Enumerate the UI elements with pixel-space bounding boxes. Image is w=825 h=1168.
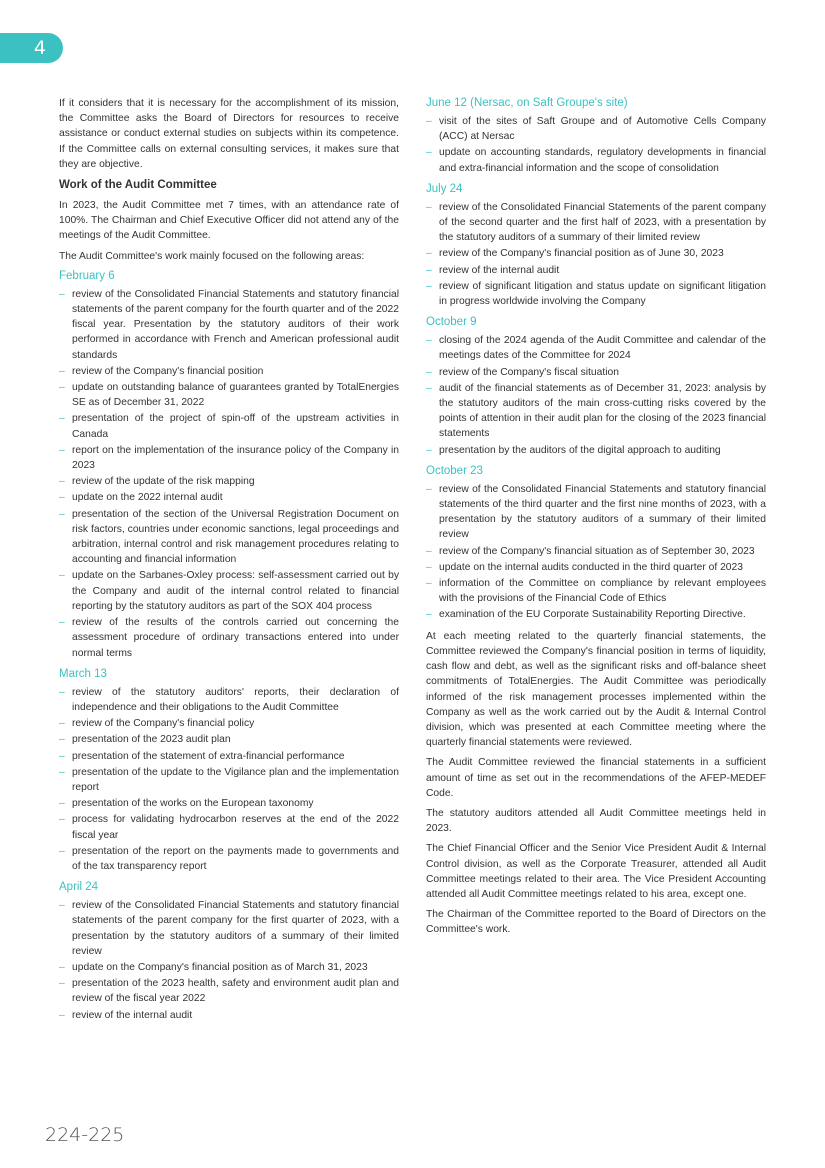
meeting-date-jul-24: July 24 [426, 182, 463, 195]
list-item: – presentation of the works on the European taxonomy [59, 796, 399, 811]
list-item: – review of the internal audit [59, 1008, 399, 1023]
list-item: – presentation of the 2023 audit plan [59, 732, 399, 747]
list-item: – review of the results of the controls carried out concerning the assessment procedure of ordinary transactions entered into under normal terms [59, 615, 399, 661]
chapter-tab: 4 [0, 33, 63, 63]
meeting-items-jun-12 [426, 114, 766, 176]
list-item: – review of the Company's financial position as of June 30, 2023 [426, 246, 766, 261]
list-item: – closing of the 2024 agenda of the Audit Committee and calendar of the meetings dates of the Committee for 2024 [426, 333, 766, 363]
meeting-items-oct-23 [426, 482, 766, 623]
meeting-items-oct-9 [426, 333, 766, 458]
list-item: – presentation of the statement of extra-financial performance [59, 749, 399, 764]
list-item: – report on the implementation of the insurance policy of the Company in 2023 [59, 443, 399, 473]
list-item: – review of the Consolidated Financial Statements and statutory financial statements of the parent company for the first quarter of 2023, with a presentation by the statutory auditors of a summary of their limited review [59, 898, 399, 959]
list-item: – information of the Committee on compliance by relevant employees with the provisions of the Financial Code of Ethics [426, 576, 766, 606]
list-item: – review of the Company's financial policy [59, 716, 399, 731]
meeting-date-feb-6: February 6 [59, 269, 115, 282]
meeting-items-feb-6 [59, 287, 399, 661]
meeting-date-jun-12: June 12 (Nersac, on Saft Groupe's site) [426, 97, 628, 109]
list-item: – examination of the EU Corporate Sustainability Reporting Directive. [426, 607, 766, 622]
list-item: – review of the Consolidated Financial Statements of the parent company of the second quarter and the first half of 2023, with a presentation by the statutory auditors of a summary of their limited review [426, 200, 766, 246]
list-item: – update on the Company's financial position as of March 31, 2023 [59, 960, 399, 975]
list-item: – update on the 2022 internal audit [59, 490, 399, 505]
meeting-items-mar-13 [59, 685, 399, 874]
list-item: – review of the statutory auditors' reports, their declaration of independence and their obligations to the Audit Committee [59, 685, 399, 715]
list-item: – process for validating hydrocarbon reserves at the end of the 2022 fiscal year [59, 812, 399, 842]
list-item: – update on the Sarbanes-Oxley process: self-assessment carried out by the Company and audit of the internal control related to financial reporting by the statutory auditors as part of the SOX 404 process [59, 568, 399, 614]
list-item: – update on outstanding balance of guarantees granted by TotalEnergies SE as of December 31, 2022 [59, 380, 399, 410]
list-item: – presentation of the section of the Universal Registration Document on risk factors, countries under economic sanctions, legal proceedings and arbitration, internal control and risk management procedures relating to accounting and financial information [59, 507, 399, 568]
list-item: – presentation of the project of spin-off of the upstream activities in Canada [59, 411, 399, 441]
body-paragraph: The Chief Financial Officer and the Senior Vice President Audit & Internal Control division, as well as the Corporate Treasurer, attended all Audit Committee meetings related to their area. The Vice President Accounting attended all Audit Committee meetings related to his area, except one. [426, 843, 766, 900]
meeting-items-jul-24 [426, 200, 766, 309]
list-item: – update on the internal audits conducted in the third quarter of 2023 [426, 560, 766, 575]
meeting-date-apr-24: April 24 [59, 881, 98, 894]
list-item: – presentation by the auditors of the digital approach to auditing [426, 443, 766, 458]
list-item: – review of the internal audit [426, 263, 766, 278]
body-paragraph: The Chairman of the Committee reported to the Board of Directors on the Committee's work. [426, 909, 766, 936]
meeting-items-apr-24 [59, 898, 399, 1023]
list-item: – presentation of the 2023 health, safety and environment audit plan and review of the fiscal year 2022 [59, 976, 399, 1006]
list-item: – review of the Consolidated Financial Statements and statutory financial statements of the third quarter and the first nine months of 2023, with a presentation by the statutory auditors of a summary of their limited review [426, 482, 766, 543]
list-item: – review of the Company's financial position [59, 364, 399, 379]
body-paragraph: The Audit Committee reviewed the financial statements in a sufficient amount of time as set out in the recommendations of the AFEP-MEDEF Code. [426, 757, 766, 799]
list-item: – review of the Company's fiscal situation [426, 365, 766, 380]
left-column [59, 96, 399, 1029]
body-paragraph: The statutory auditors attended all Audit Committee meetings held in 2023. [426, 807, 766, 835]
body-paragraph: At each meeting related to the quarterly financial statements, the Committee reviewed the Company's financial position in terms of liquidity, cash flow and debt, as well as the significant risks and off-balance sheet commitments of TotalEnergies. The Audit Committee was periodically informed of the risk management processes implemented within the Company as well as the work carried out by the Audit & Internal Control division, which was presented at each Committee meeting where the quarterly financial statements were reviewed. [426, 630, 766, 749]
list-item: – update on accounting standards, regulatory developments in financial and extra-financial information and the scope of consolidation [426, 145, 766, 175]
meeting-date-oct-23: October 23 [426, 464, 483, 477]
list-item: – review of the Consolidated Financial Statements and statutory financial statements of the parent company for the fourth quarter and of the 2022 fiscal year. Presentation by the statutory auditors of their work performed in accordance with French and American professional audit standards [59, 287, 399, 363]
meeting-date-oct-9: October 9 [426, 316, 477, 329]
right-column [426, 96, 766, 943]
list-item: – review of the Company's financial situation as of September 30, 2023 [426, 544, 766, 559]
page-number: 224-225 [45, 1124, 125, 1146]
list-item: – visit of the sites of Saft Groupe and of Automotive Cells Company (ACC) at Nersac [426, 114, 766, 144]
intro-paragraph: If it considers that it is necessary for the accomplishment of its mission, the Committee asks the Board of Directors for resources to receive assistance or conduct external studies on subjects within its competence. If the Committee calls on external consulting services, it makes sure that they are objective. [59, 98, 399, 170]
list-item: – review of the update of the risk mapping [59, 474, 399, 489]
section-heading: Work of the Audit Committee [59, 179, 217, 192]
meeting-date-mar-13: March 13 [59, 667, 107, 680]
list-item: – audit of the financial statements as of December 31, 2023: analysis by the statutory auditors of the main cross-cutting risks covered by the points of attention in their audit plan for the closing of the 2023 financial statements [426, 381, 766, 442]
meetings-paragraph: In 2023, the Audit Committee met 7 times, with an attendance rate of 100%. The Chairman and Chief Executive Officer did not attend any of the meetings of the Audit Committee. [59, 200, 399, 242]
list-item: – review of significant litigation and status update on significant litigation in progress worldwide involving the Company [426, 279, 766, 309]
focus-paragraph: The Audit Committee's work mainly focused on the following areas: [59, 250, 365, 262]
list-item: – presentation of the report on the payments made to governments and of the tax transparency report [59, 844, 399, 874]
list-item: – presentation of the update to the Vigilance plan and the implementation report [59, 765, 399, 795]
